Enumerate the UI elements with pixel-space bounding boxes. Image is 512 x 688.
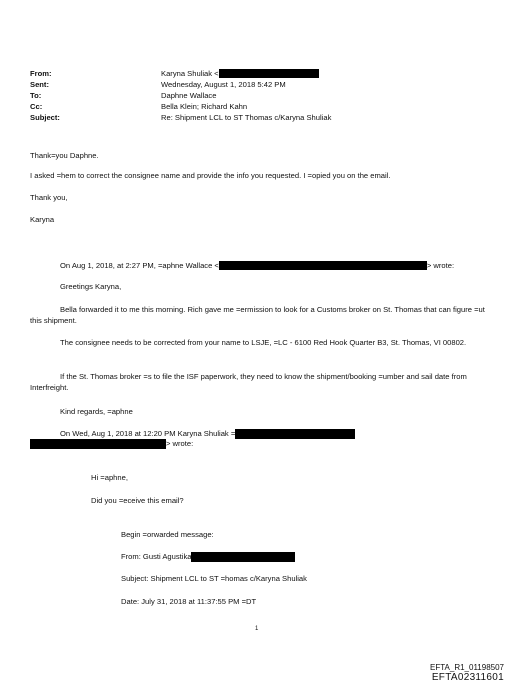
forwarded-from-text: From: Gusti Agustika (121, 552, 192, 561)
quote1-attribution-end: > wrote: (426, 261, 455, 270)
bates-number-secondary: EFTA02311601 (431, 672, 504, 683)
redaction-bar (30, 439, 166, 449)
quote2-attribution-cont (30, 439, 193, 449)
cc-label: Cc: (30, 102, 43, 111)
quote1-attribution (60, 261, 454, 270)
redaction-bar (219, 261, 427, 270)
forwarded-heading: Begin =orwarded message: (121, 530, 214, 539)
quote2-attribution-start: On Wed, Aug 1, 2018 at 12:20 PM Karyna Shuliak = (60, 429, 236, 438)
quote1-closing: Kind regards, =aphne (60, 407, 133, 416)
from-value (161, 69, 319, 78)
bates-number-primary: EFTA_R1_01198507 (430, 663, 504, 672)
quote2-greeting: Hi =aphne, (91, 473, 128, 482)
redaction-bar (191, 552, 295, 562)
quote2-attribution (60, 429, 355, 439)
quote1-para3: If the St. Thomas broker =s to file the ISF paperwork, they need to know the shipment/booking =umber and sail date from Interfreight. (30, 372, 467, 392)
page-number: 1 (255, 626, 259, 632)
to-value: Daphne Wallace (161, 91, 217, 100)
to-label: To: (30, 91, 42, 100)
forwarded-date: Date: July 31, 2018 at 11:37:55 PM =DT (121, 597, 257, 606)
reply-body: I asked =hem to correct the consignee name and provide the info you requested. I =opied you on the email. (30, 171, 391, 180)
reply-greeting: Thank=you Daphne. (30, 151, 99, 160)
redaction-bar (235, 429, 355, 439)
from-value-text: Karyna Shuliak < (161, 69, 219, 78)
quote1-attribution-start: On Aug 1, 2018, at 2:27 PM, =aphne Wallace < (60, 261, 219, 270)
redaction-bar (219, 69, 319, 78)
sent-value: Wednesday, August 1, 2018 5:42 PM (161, 80, 286, 89)
from-label: From: (30, 69, 52, 78)
reply-closing: Thank you, (30, 193, 68, 202)
quote2-body: Did you =eceive this email? (91, 496, 184, 505)
forwarded-subject: Subject: Shipment LCL to ST =homas c/Karyna Shuliak (121, 574, 307, 583)
subject-value: Re: Shipment LCL to ST Thomas c/Karyna Shuliak (161, 113, 332, 122)
reply-signature: Karyna (30, 215, 55, 224)
forwarded-from (121, 552, 295, 562)
cc-value: Bella Klein; Richard Kahn (161, 102, 248, 111)
quote1-para2: The consignee needs to be corrected from your name to LSJE, =LC - 6100 Red Hook Quarter B3, St. Thomas, VI 00802. (60, 338, 467, 347)
quote2-attribution-end: > wrote: (166, 439, 194, 448)
quote1-para1: Bella forwarded it to me this morning. Rich gave me =ermission to look for a Customs broker on St. Thomas that can figure =ut this shipment. (30, 305, 485, 325)
subject-label: Subject: (30, 113, 60, 122)
quote1-greeting: Greetings Karyna, (60, 282, 122, 291)
sent-label: Sent: (30, 80, 49, 89)
